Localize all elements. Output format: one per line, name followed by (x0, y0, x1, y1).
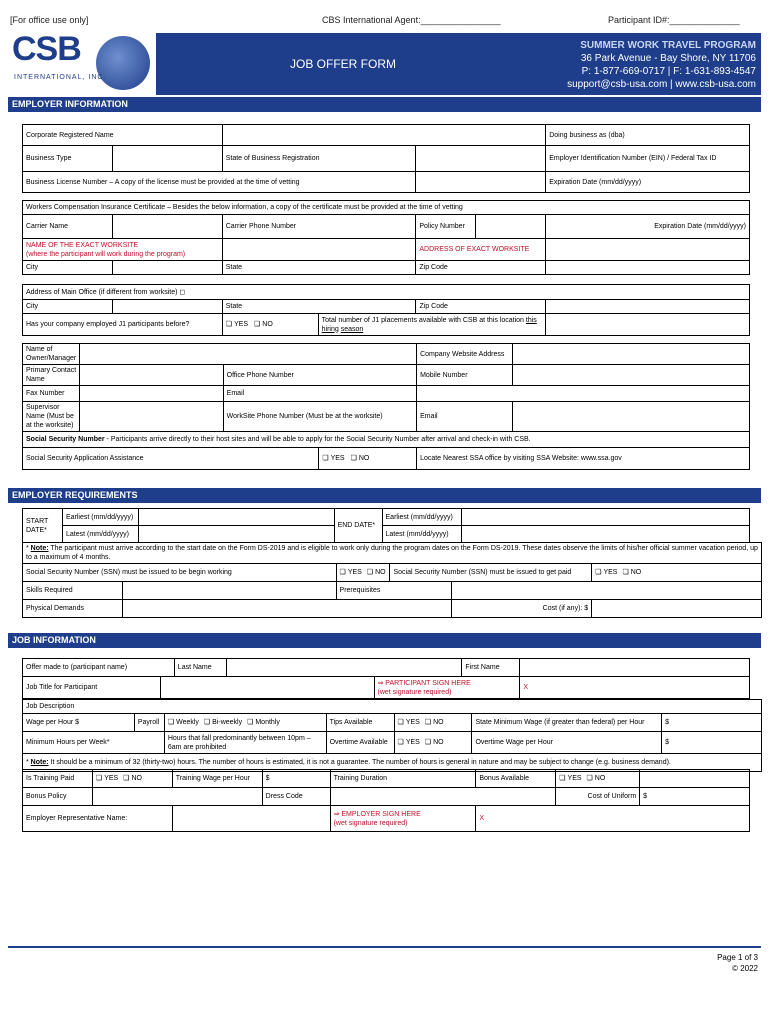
training-paid-options[interactable] (92, 770, 172, 788)
job-desc-label: Job Description (23, 700, 762, 714)
state-min-field[interactable]: $ (662, 714, 762, 732)
job-table-2 (22, 699, 762, 772)
main-zip-field[interactable] (546, 300, 750, 314)
j1-total-field[interactable] (546, 314, 750, 336)
ssn-lead: Social Security Number (26, 436, 105, 443)
start-earliest-field[interactable] (138, 509, 334, 526)
state-reg-label: State of Business Registration (222, 146, 416, 172)
participant-wet-sig: (wet signature required) (377, 688, 452, 696)
state-min-per-hour: per Hour (617, 719, 645, 726)
last-name-field[interactable] (226, 659, 462, 677)
overtime-wage-label: Overtime Wage per Hour (472, 732, 662, 754)
overtime-wage-field[interactable]: $ (662, 732, 762, 754)
prereq-label: Prerequisites (336, 582, 452, 600)
training-duration-label: Training Duration (330, 770, 476, 788)
business-type-label: Business Type (23, 146, 113, 172)
weekly-checkbox[interactable]: ❏ Weekly (168, 719, 199, 726)
participant-sign-label: ⇒ PARTICIPANT SIGN HERE (377, 679, 471, 687)
state-reg-field[interactable] (416, 146, 546, 172)
main-zip-label: Zip Code (416, 300, 546, 314)
j1-before-label: Has your company employed J1 participants before? (23, 314, 223, 336)
tips-label: Tips Available (326, 714, 394, 732)
ssa-office-label: Locate Nearest SSA office by visiting SSA Website: www.ssa.gov (417, 448, 750, 470)
ssa-no-checkbox[interactable]: ❏ NO (351, 455, 370, 462)
ssn-paid-options[interactable] (592, 564, 762, 582)
skills-field[interactable] (122, 582, 336, 600)
j1-total-text: Total number of J1 placements available with CSB at this location (321, 316, 524, 324)
note-label: Note: (30, 545, 49, 552)
ssn-begin-label: Social Security Number (SSN) must be issued to be begin working (23, 564, 337, 582)
job-note-label: Note: (30, 759, 49, 766)
state-label: State (222, 261, 416, 275)
ssn-begin-options[interactable] (336, 564, 390, 582)
tips-yes[interactable]: ❏ YES (398, 719, 420, 726)
office-use-label: [For office use only] (10, 15, 89, 25)
job-title-field[interactable] (160, 677, 374, 699)
participant-id-label: Participant ID#:______________ (608, 15, 740, 25)
web: support@csb-usa.com | www.csb-usa.com (567, 79, 756, 90)
training-no[interactable]: ❏ NO (123, 775, 142, 782)
ssa-yes-checkbox[interactable]: ❏ YES (322, 455, 344, 462)
end-date-label: END DATE* (334, 509, 382, 543)
prereq-field[interactable] (452, 582, 762, 600)
biweekly-checkbox[interactable]: ❏ Bi-weekly (204, 719, 242, 726)
contact-block (567, 39, 756, 91)
participant-signature-field[interactable] (520, 677, 750, 699)
policy-field[interactable] (476, 215, 546, 239)
worksite-address-label: ADDRESS OF EXACT WORKSITE (416, 239, 546, 261)
bonus-no[interactable]: ❏ NO (587, 775, 606, 782)
employer-x: X (479, 815, 485, 822)
job-table-3 (22, 769, 750, 832)
ssn-begin-no[interactable]: ❏ NO (367, 569, 386, 576)
requirements-table (22, 542, 762, 618)
state-min-label (472, 714, 662, 732)
employer-sign-cell (330, 806, 476, 832)
hours-fall-label: Hours that fall predominantly between 10pm – 6am are prohibited (164, 732, 326, 754)
worksite-address-field[interactable] (546, 239, 750, 261)
ein-label: Employer Identification Number (EIN) / Federal Tax ID (546, 146, 750, 172)
end-latest-label: Latest (mm/dd/yyyy) (382, 526, 462, 543)
bonus-options[interactable] (556, 770, 640, 788)
start-earliest-label: Earliest (mm/dd/yyyy) (62, 509, 138, 526)
training-paid-label: Is Training Paid (23, 770, 93, 788)
main-city-label: City (23, 300, 113, 314)
ssn-info (23, 432, 750, 448)
city-field[interactable] (112, 261, 222, 275)
bonus-policy-field[interactable] (92, 788, 262, 806)
worksite-name-cell (23, 239, 223, 261)
dba-label: Doing business as (dba) (546, 125, 750, 146)
employer-table-3 (22, 284, 750, 336)
carrier-phone-label: Carrier Phone Number (222, 215, 416, 239)
bonus-available-label: Bonus Available (476, 770, 556, 788)
fax-field[interactable] (80, 386, 223, 402)
requirements-dates (22, 508, 750, 543)
policy-exp-label: Expiration Date (mm/dd/yyyy) (546, 215, 750, 239)
end-earliest-label: Earliest (mm/dd/yyyy) (382, 509, 462, 526)
j1-total-label (318, 314, 546, 336)
j1-this-hiring: this hiring (321, 316, 537, 333)
employer-table-2 (22, 200, 750, 275)
rep-field[interactable] (172, 806, 330, 832)
cost-field[interactable] (592, 600, 762, 618)
primary-contact-field[interactable] (80, 365, 223, 386)
end-earliest-field[interactable] (462, 509, 750, 526)
bonus-yes[interactable]: ❏ YES (559, 775, 581, 782)
job-title-label: Job Title for Participant (23, 677, 161, 699)
note-text: The participant must arrive according to the start date on the Form DS-2019 and is eligible to work only during the program dates on the Form DS-2019. These dates observe the limits of his/her official summer vacation period, up to a maximum of 4 months. (26, 545, 758, 561)
carrier-name-label: Carrier Name (23, 215, 113, 239)
bonus-policy-label: Bonus Policy (23, 788, 93, 806)
overtime-label: Overtime Available (326, 732, 394, 754)
yes-checkbox[interactable]: ❏ YES (226, 321, 248, 328)
worksite-name-field[interactable] (222, 239, 416, 261)
main-state-label: State (222, 300, 416, 314)
supervisor-label: Supervisor Name (Must be at the worksite) (23, 402, 80, 432)
uniform-field[interactable]: $ (640, 788, 750, 806)
state-min-text: State Minimum (475, 719, 523, 726)
physical-field[interactable] (122, 600, 452, 618)
payroll-options[interactable] (164, 714, 326, 732)
copyright: © 2022 (732, 964, 758, 973)
ssn-begin-yes[interactable]: ❏ YES (340, 569, 362, 576)
footer (717, 952, 758, 974)
monthly-checkbox[interactable]: ❏ Monthly (247, 719, 280, 726)
city-label: City (23, 261, 113, 275)
tips-options[interactable] (394, 714, 472, 732)
participant-x: X (523, 684, 528, 691)
main-city-field[interactable] (112, 300, 222, 314)
page-title: JOB OFFER FORM (290, 57, 396, 71)
logo-subtitle: INTERNATIONAL, INC. (14, 74, 107, 81)
website-field[interactable] (512, 344, 749, 365)
email-label: Email (223, 386, 416, 402)
section-job-information: JOB INFORMATION (8, 633, 761, 648)
job-note-text: It should be a minimum of 32 (thirty-two) hours. The number of hours is estimated, it is not a guarantee. The number of hours is general in nature and may be subject to change (e.g. business demand). (50, 759, 671, 766)
page-number: Page 1 of 3 (717, 953, 758, 962)
phone: P: 1-877-669-0717 | F: 1-631-893-4547 (581, 66, 756, 77)
zip-label: Zip Code (416, 261, 546, 275)
workers-comp-label: Workers Compensation Insurance Certificate – Besides the below information, a copy of the certificate must be provided at the time of vetting (23, 201, 750, 215)
employer-table-4 (22, 343, 750, 470)
office-phone-label: Office Phone Number (223, 365, 416, 386)
employer-wet-sig: (wet signature required) (333, 819, 408, 827)
employer-signature-field[interactable] (476, 806, 750, 832)
policy-label: Policy Number (416, 215, 476, 239)
no-checkbox[interactable]: ❏ NO (254, 321, 273, 328)
state-min-greater: (if greater than federal) (544, 719, 616, 726)
mobile-field[interactable] (512, 365, 749, 386)
footer-rule (8, 946, 761, 948)
employer-sign-label: ⇒ EMPLOYER SIGN HERE (333, 810, 421, 818)
start-latest-label: Latest (mm/dd/yyyy) (62, 526, 138, 543)
ssn-paid-no[interactable]: ❏ NO (622, 569, 641, 576)
skills-label: Skills Required (23, 582, 123, 600)
website-label: Company Website Address (417, 344, 513, 365)
training-wage-label: Training Wage per Hour (172, 770, 262, 788)
logo: CSB (12, 30, 81, 68)
ssa-assist-options[interactable] (319, 448, 417, 470)
overtime-yes[interactable]: ❏ YES (398, 739, 420, 746)
cost-label: Cost (if any): $ (452, 600, 592, 618)
program-name: SUMMER WORK TRAVEL PROGRAM (580, 40, 756, 51)
training-yes[interactable]: ❏ YES (96, 775, 118, 782)
wage-label: Wage per Hour $ (23, 714, 135, 732)
start-latest-field[interactable] (138, 526, 334, 543)
fax-label: Fax Number (23, 386, 80, 402)
end-latest-field[interactable] (462, 526, 750, 543)
main-office-label: Address of Main Office (if different from worksite) ◻ (23, 285, 750, 300)
primary-contact-label: Primary Contact Name (23, 365, 80, 386)
expiration-label: Expiration Date (mm/dd/yyyy) (546, 172, 750, 193)
first-name-field[interactable] (520, 659, 750, 677)
address: 36 Park Avenue - Bay Shore, NY 11706 (580, 53, 756, 64)
ssn-paid-yes[interactable]: ❏ YES (595, 569, 617, 576)
j1-season: season (340, 325, 364, 333)
j1-before-options[interactable] (222, 314, 318, 336)
owner-field[interactable] (80, 344, 417, 365)
state-min-wage: Wage (524, 719, 543, 726)
ssn-note: - Participants arrive directly to their host sites and will be able to apply for the Social Security Number after arrival and check-in with CSB. (106, 436, 531, 443)
last-name-label: Last Name (174, 659, 226, 677)
mobile-label: Mobile Number (417, 365, 513, 386)
payroll-label: Payroll (134, 714, 164, 732)
overtime-options[interactable] (394, 732, 472, 754)
offer-to-label: Offer made to (participant name) (23, 659, 175, 677)
email2-label: Email (417, 402, 513, 432)
tips-no[interactable]: ❏ NO (425, 719, 444, 726)
carrier-name-field[interactable] (112, 215, 222, 239)
employer-table-1 (22, 124, 750, 193)
min-hours-label: Minimum Hours per Week* (23, 732, 165, 754)
section-employer-information: EMPLOYER INFORMATION (8, 97, 761, 112)
worksite-note: (where the participant will work during the program) (26, 250, 186, 258)
globe-icon (96, 36, 150, 90)
overtime-no[interactable]: ❏ NO (425, 739, 444, 746)
physical-label: Physical Demands (23, 600, 123, 618)
agent-label: CBS International Agent:________________ (322, 15, 501, 25)
license-field[interactable] (416, 172, 546, 193)
dress-code-field[interactable] (330, 788, 556, 806)
email2-field[interactable] (512, 402, 749, 432)
license-label: Business License Number – A copy of the license must be provided at the time of vetting (23, 172, 416, 193)
worksite-phone-label: WorkSite Phone Number (Must be at the worksite) (223, 402, 416, 432)
job-table-1 (22, 658, 750, 699)
business-type-field[interactable] (112, 146, 222, 172)
ssa-assist-label: Social Security Application Assistance (23, 448, 319, 470)
corp-name-field[interactable] (222, 125, 546, 146)
job-note: * Note: It should be a minimum of 32 (thirty-two) hours. The number of hours is estimated, it is not a guarantee. The number of hours is general in nature and may be subject to change (e.g. business demand). (23, 754, 762, 772)
participant-sign-cell (374, 677, 520, 699)
ssn-paid-label: Social Security Number (SSN) must be issued to get paid (390, 564, 592, 582)
owner-label: Name of Owner/Manager (23, 344, 80, 365)
rep-label: Employer Representative Name: (23, 806, 173, 832)
uniform-label: Cost of Uniform (556, 788, 640, 806)
supervisor-field[interactable] (80, 402, 223, 432)
first-name-label: First Name (462, 659, 520, 677)
corp-name-label: Corporate Registered Name (23, 125, 223, 146)
bonus-extra-field[interactable] (640, 770, 750, 788)
section-employer-requirements: EMPLOYER REQUIREMENTS (8, 488, 761, 503)
zip-field[interactable] (546, 261, 750, 275)
requirements-note: * Note: The participant must arrive according to the start date on the Form DS-2019 and is eligible to work only during the program dates on the Form DS-2019. These dates observe the limits of his/her official summer vacation period, up to a maximum of 4 months. (23, 543, 762, 564)
start-date-label: START DATE* (23, 509, 63, 543)
dress-code-label: Dress Code (262, 788, 330, 806)
email-field[interactable] (417, 386, 750, 402)
worksite-name-label: NAME OF THE EXACT WORKSITE (26, 241, 139, 249)
training-wage-field[interactable]: $ (262, 770, 330, 788)
